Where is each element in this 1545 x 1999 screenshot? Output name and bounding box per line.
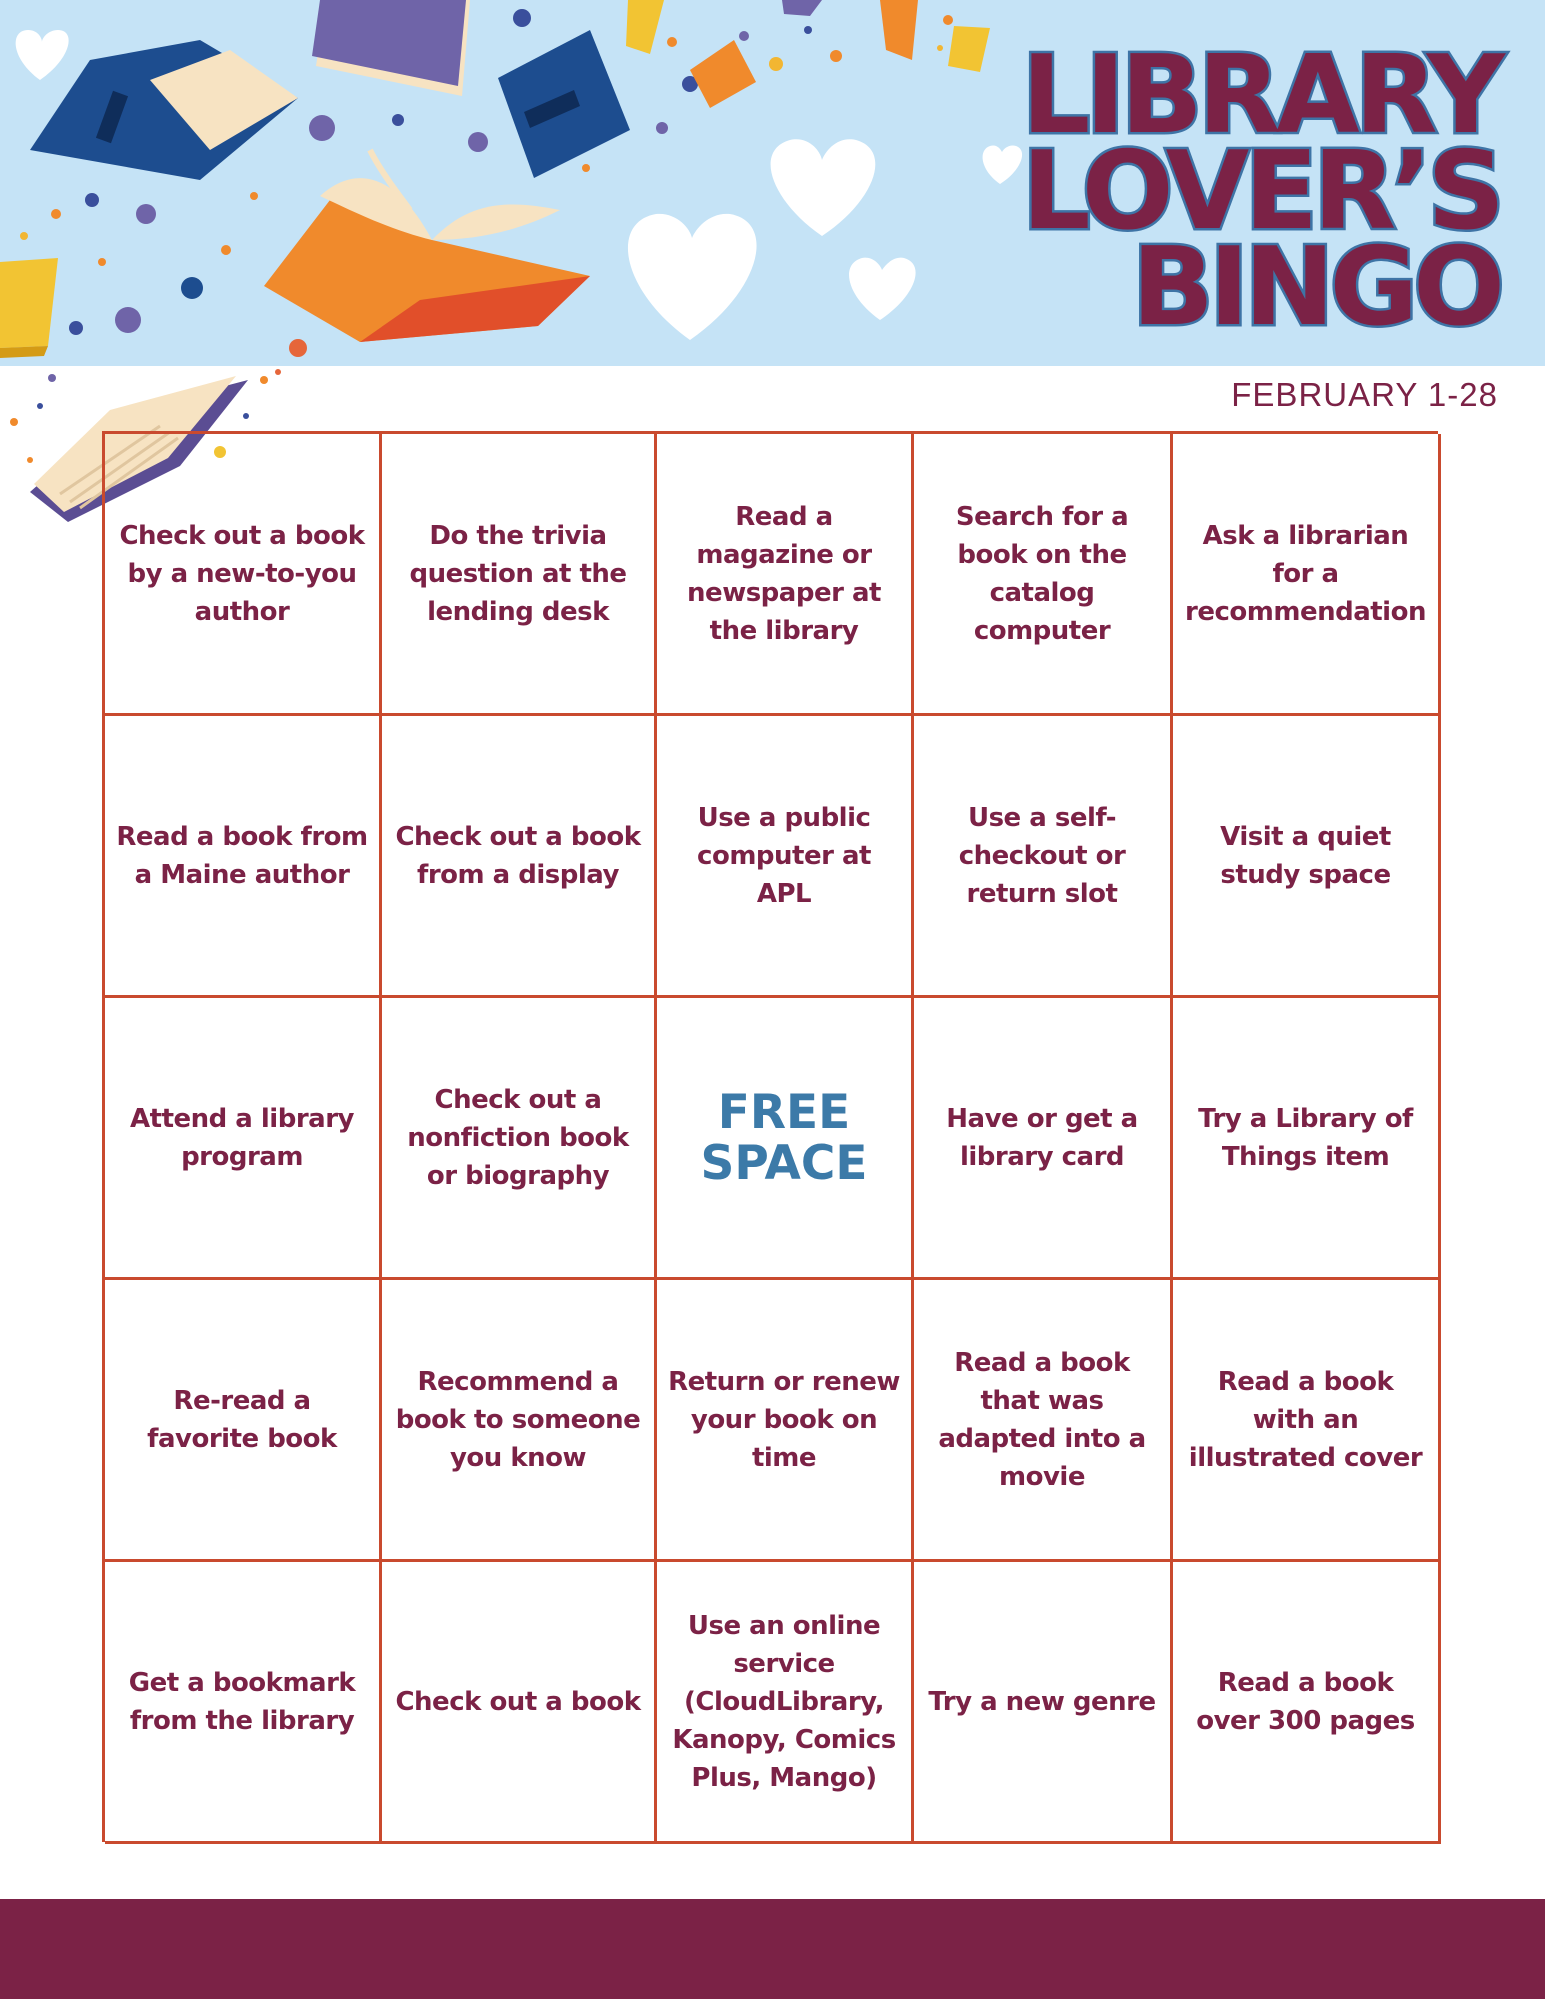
bingo-square-label: Read a book over 300 pages — [1196, 1667, 1415, 1736]
bingo-square-label: Have or get a library card — [946, 1103, 1138, 1172]
bingo-square[interactable] — [382, 434, 657, 716]
bingo-square[interactable] — [657, 1280, 914, 1562]
bingo-square-label: Read a book from a Maine author — [116, 821, 368, 890]
bingo-square-label: Try a new genre — [928, 1686, 1156, 1717]
bingo-square-label: Try a Library of Things item — [1198, 1103, 1413, 1172]
purple-book-icon — [312, 0, 470, 96]
blue-book-icon — [30, 40, 298, 180]
bingo-square[interactable] — [657, 716, 914, 998]
bingo-square[interactable] — [1173, 716, 1441, 998]
bingo-square-label: Attend a library program — [130, 1103, 354, 1172]
date-range-label: FEBRUARY 1-28 — [1231, 376, 1498, 413]
bingo-square[interactable] — [657, 434, 914, 716]
bingo-square-label: Check out a nonfiction book or biography — [407, 1084, 629, 1191]
bingo-square[interactable] — [105, 998, 382, 1280]
bingo-square[interactable] — [105, 1562, 382, 1844]
bingo-square[interactable] — [1173, 434, 1441, 716]
bingo-square[interactable] — [382, 1562, 657, 1844]
footer-bar — [0, 1899, 1545, 1999]
bingo-square[interactable] — [657, 1562, 914, 1844]
bingo-square-label: Check out a book — [395, 1686, 641, 1717]
bingo-square-label: Check out a book by a new-to-you author — [119, 520, 365, 627]
bingo-square-label: Use a public computer at APL — [697, 802, 871, 909]
bingo-square-label: Read a magazine or newspaper at the library — [687, 501, 881, 646]
bingo-square[interactable] — [1173, 998, 1441, 1280]
bingo-square[interactable] — [105, 716, 382, 998]
bingo-square-label: Get a bookmark from the library — [128, 1667, 356, 1736]
bingo-square-label: Search for a book on the catalog computer — [955, 501, 1129, 646]
free-space-square[interactable] — [657, 998, 914, 1280]
title-line: LIBRARY — [1021, 33, 1500, 158]
bingo-square[interactable] — [914, 1562, 1173, 1844]
bingo-square-label: Ask a librarian for a recommendation — [1185, 520, 1426, 627]
bingo-square[interactable] — [382, 998, 657, 1280]
bingo-square-label: Use a self-checkout or return slot — [958, 802, 1126, 909]
bingo-square[interactable] — [1173, 1280, 1441, 1562]
bingo-square-label: Use an online service (CloudLibrary, Kanopy, Comics Plus, Mango) — [672, 1610, 896, 1793]
bingo-square[interactable] — [382, 1280, 657, 1562]
bingo-square-label: Do the trivia question at the lending desk — [409, 520, 627, 627]
bingo-square-label: Read a book that was adapted into a movie — [938, 1347, 1146, 1492]
orange-open-book-icon — [264, 150, 590, 342]
yellow-book-icon — [0, 258, 58, 358]
bingo-square-label: Visit a quiet study space — [1220, 821, 1391, 890]
bingo-square-label: Check out a book from a display — [395, 821, 641, 890]
bingo-square[interactable] — [1173, 1562, 1441, 1844]
title-line: LOVER’S — [1021, 129, 1500, 254]
free-space-label: FREE SPACE — [700, 1084, 868, 1191]
bingo-square[interactable] — [914, 1280, 1173, 1562]
bingo-square-label: Read a book with an illustrated cover — [1188, 1366, 1423, 1473]
bingo-square-label: Re-read a favorite book — [147, 1385, 337, 1454]
bingo-board — [102, 431, 1438, 1842]
bingo-square[interactable] — [914, 998, 1173, 1280]
bingo-square[interactable] — [914, 716, 1173, 998]
bingo-square[interactable] — [382, 716, 657, 998]
header-banner — [0, 0, 1545, 366]
bingo-square[interactable] — [914, 434, 1173, 716]
navy-book-icon — [498, 30, 630, 178]
bingo-square[interactable] — [105, 1280, 382, 1562]
page-title — [940, 33, 1500, 350]
bingo-square-label: Recommend a book to someone you know — [395, 1366, 641, 1473]
title-line: BINGO — [1131, 225, 1500, 350]
bingo-square[interactable] — [105, 434, 382, 716]
small-flying-books — [626, 0, 990, 108]
bingo-square-label: Return or renew your book on time — [668, 1366, 900, 1473]
